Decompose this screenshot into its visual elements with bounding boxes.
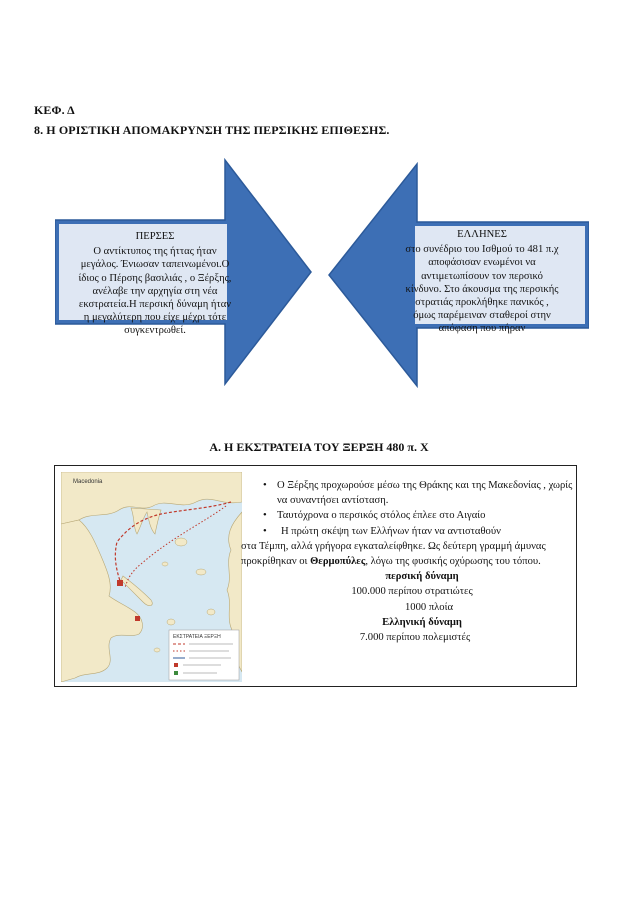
persian-force-heading: περσική δύναμη xyxy=(385,571,459,583)
map-legend xyxy=(169,630,239,680)
bullet-icon: • xyxy=(263,525,267,537)
bullet-icon: • xyxy=(263,480,267,491)
greeks-line: αποφάσισαν ενωμένοι να xyxy=(428,257,536,269)
persians-line: ανέλαβε την αρχηγία στη νέα xyxy=(92,285,218,297)
list-item xyxy=(241,524,573,539)
persian-ships: 1000 πλοία xyxy=(404,601,454,613)
persians-line: εκστρατεία.Η περσική δύναμη ήταν xyxy=(78,299,232,311)
persian-soldiers: 100.000 περίπου στρατιώτες xyxy=(351,586,473,598)
persians-arrow xyxy=(55,158,313,386)
bullet-text: Η πρώτη σκέψη των Ελλήνων ήταν να αντισταθούν xyxy=(281,525,501,537)
persians-text xyxy=(55,245,255,337)
bullet-text: Ο Ξέρξης προχωρούσε μέσω της Θράκης και της Μακεδονίας , χωρίς να συναντήσει αντίσταση. xyxy=(277,480,573,507)
paragraph-text: στα Τέμπη, αλλά γρήγορα εγκαταλείφθηκε. Ως δεύτερη γραμμή άμυνας προκρίθηκαν οι xyxy=(241,540,546,568)
map-top-label: Macedonia xyxy=(73,479,103,485)
greeks-line: στο συνέδριο του Ισθμού το 481 π.χ xyxy=(405,244,559,256)
persians-line: μεγάλος. Ένιωσαν ταπεινωμένοι.Ο xyxy=(80,259,230,271)
persians-line: συγκεντρωθεί. xyxy=(124,325,186,337)
list-item xyxy=(241,508,573,523)
campaign-box xyxy=(54,465,577,687)
campaign-text xyxy=(241,478,573,645)
persians-line: Ο αντίκτυπος της ήττας ήταν xyxy=(93,246,217,258)
greeks-line: στρατιάς προκλήθηκε πανικός , xyxy=(415,297,549,309)
persians-title: ΠΕΡΣΕΣ xyxy=(135,231,175,242)
paragraph-text: , λόγω της φυσικής οχύρωσης του τόπου. xyxy=(365,556,541,568)
campaign-title: Α. Η ΕΚΣΤΡΑΤΕΙΑ ΤΟΥ ΞΕΡΞΗ 480 π. Χ xyxy=(209,440,429,454)
map-legend-title: ΕΚΣΤΡΑΤΕΙΑ ΞΕΡΞΗ xyxy=(173,634,221,640)
greeks-line: απόφαση που πήραν xyxy=(438,323,526,335)
athens-marker xyxy=(135,616,140,621)
thermopylae-paragraph xyxy=(241,539,573,569)
greeks-line: όμως παρέμειναν σταθεροί στην xyxy=(413,310,551,322)
persians-line: η μεγαλύτερη που είχε μέχρι τότε xyxy=(83,312,227,324)
section-title: 8. Η ΟΡΙΣΤΙΚΗ ΑΠΟΜΑΚΡΥΝΣΗ ΤΗΣ ΠΕΡΣΙΚΗΣ ΕΠΙΘΕΣΗΣ. xyxy=(34,123,390,137)
greek-soldiers: 7.000 περίπου πολεμιστές xyxy=(359,632,471,644)
thermopylae-label: Θερμοπύλες xyxy=(310,556,366,568)
bullet-icon: • xyxy=(263,510,267,522)
thermopylae-marker xyxy=(117,580,123,586)
greeks-line: κίνδυνο. Στο άκουσμα της περσικής xyxy=(405,283,559,295)
greeks-title: ΕΛΛΗΝΕΣ xyxy=(457,229,507,240)
persians-line: ίδιος ο Πέρσης βασιλιάς , ο Ξέρξης, xyxy=(78,272,232,284)
list-item xyxy=(241,478,573,508)
greeks-line: αντιμετωπίσουν τον περσικό xyxy=(421,270,543,282)
greeks-text xyxy=(377,243,587,335)
bullet-text: Ταυτόχρονα ο περσικός στόλος έπλεε στο Αιγαίο xyxy=(277,510,486,522)
greek-force-heading: Ελληνική δύναμη xyxy=(382,616,462,628)
chapter-heading: ΚΕΦ. Δ xyxy=(34,103,75,117)
greeks-arrow xyxy=(327,162,589,388)
campaign-map xyxy=(61,472,242,682)
